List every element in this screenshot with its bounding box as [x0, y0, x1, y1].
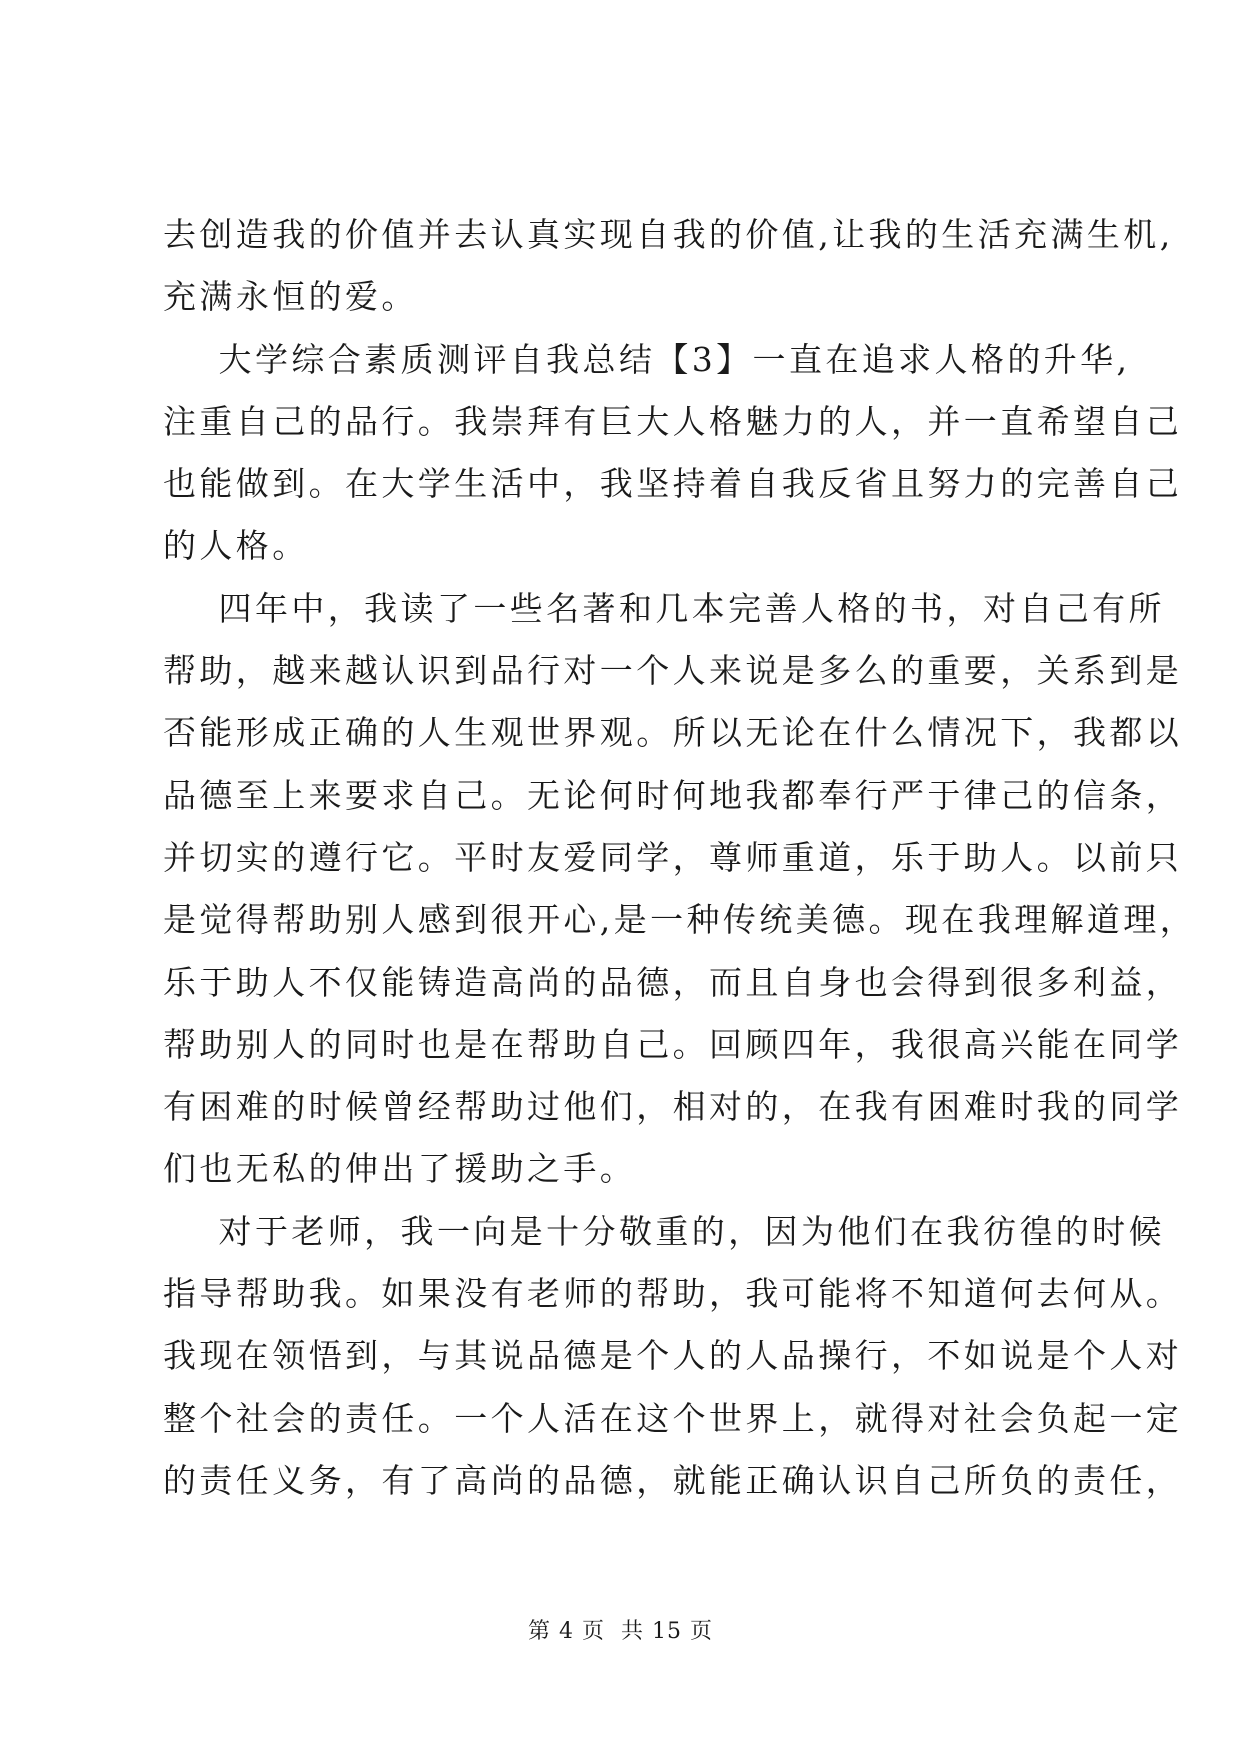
text-line: 也能做到。在大学生活中，我坚持着自我反省且努力的完善自己	[163, 464, 1183, 504]
text-line: 品德至上来要求自己。无论何时何地我都奉行严于律己的信条，	[163, 775, 1183, 815]
text-line: 帮助，越来越认识到品行对一个人来说是多么的重要，关系到是	[163, 651, 1183, 691]
text-line: 们也无私的伸出了援助之手。	[163, 1149, 637, 1189]
text-line: 的责任义务，有了高尚的品德，就能正确认识自己所负的责任，	[163, 1460, 1183, 1500]
text-line: 指导帮助我。如果没有老师的帮助，我可能将不知道何去何从。	[163, 1274, 1183, 1314]
text-line: 充满永恒的爱。	[163, 277, 418, 317]
text-line: 乐于助人不仅能铸造高尚的品德，而且自身也会得到很多利益，	[163, 962, 1183, 1002]
page-number-footer: 第 4 页 共 15 页	[528, 1619, 713, 1644]
text-line: 我现在领悟到，与其说品德是个人的人品操行，不如说是个人对	[163, 1336, 1183, 1376]
text-line: 否能形成正确的人生观世界观。所以无论在什么情况下，我都以	[163, 713, 1183, 753]
text-line: 大学综合素质测评自我总结【3】一直在追求人格的升华,	[163, 339, 1131, 379]
text-line: 的人格。	[163, 526, 309, 566]
text-line: 并切实的遵行它。平时友爱同学，尊师重道，乐于助人。以前只	[163, 837, 1183, 877]
text-line: 去创造我的价值并去认真实现自我的价值,让我的生活充满生机,	[163, 215, 1174, 254]
text-line: 对于老师，我一向是十分敬重的，因为他们在我彷徨的时候	[163, 1211, 1165, 1251]
text-line: 四年中，我读了一些名著和几本完善人格的书，对自己有所	[163, 588, 1165, 628]
text-line: 有困难的时候曾经帮助过他们，相对的，在我有困难时我的同学	[163, 1087, 1183, 1127]
text-line: 注重自己的品行。我崇拜有巨大人格魅力的人，并一直希望自己	[163, 401, 1183, 441]
text-line: 整个社会的责任。一个人活在这个世界上，就得对社会负起一定	[163, 1398, 1183, 1438]
text-line: 是觉得帮助别人感到很开心,是一种传统美德。现在我理解道理，	[163, 900, 1197, 940]
text-line: 帮助别人的同时也是在帮助自己。回顾四年，我很高兴能在同学	[163, 1024, 1183, 1064]
body-text	[163, 204, 1197, 1512]
